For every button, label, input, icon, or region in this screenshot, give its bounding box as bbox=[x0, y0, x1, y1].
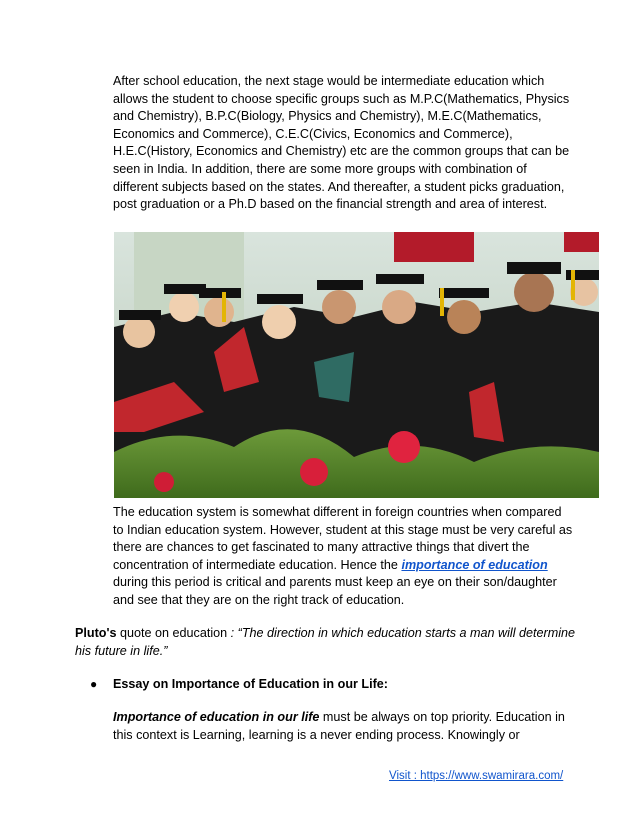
bullet-icon: ● bbox=[90, 677, 98, 691]
paragraph-text-before: The education system is somewhat different in foreign countries when compared to Indian education system. However, student at this stage must be very careful as there are chances to get fascinated to many attractive things that divert the concentration of intermediate education. Hence the bbox=[113, 505, 573, 572]
intermediate-education-paragraph: After school education, the next stage would be intermediate education which allows the student to choose specific groups such as M.P.C(Mathematics, Physics and Chemistry), B.P.C(Biology, Physics and Chemistry), M.E.C(Mathematics, Economics and Commerce), C.E.C(Civics, Economics and Commerce), H.E.C(History, Economics and Chemistry) etc are the common groups that can be seen in India. In addition, there are some more groups with combination of different subjects based on the states. And thereafter, a student picks graduation, post graduation or a Ph.D based on the financial strength and area of interest. bbox=[113, 74, 570, 212]
quote-author: Pluto's bbox=[75, 626, 117, 640]
quote-intro: quote on education bbox=[116, 626, 231, 640]
importance-lead: Importance of education in our life bbox=[113, 710, 320, 724]
importance-rest: must be always on top priority. Education in this context is Learning, learning is a never ending process. Knowingly or bbox=[113, 710, 565, 742]
importance-paragraph bbox=[113, 709, 583, 744]
importance-of-education-link[interactable]: importance of education bbox=[401, 557, 548, 572]
quote-colon: : bbox=[230, 626, 235, 640]
pluto-quote bbox=[75, 625, 575, 660]
quote-text: “The direction in which education starts a man will determine his future in life.” bbox=[75, 626, 576, 658]
paragraph-text-after: during this period is critical and parents must keep an eye on their son/daughter and see that they are on the right track of education. bbox=[113, 575, 557, 607]
essay-heading: Essay on Importance of Education in our Life: bbox=[113, 677, 388, 691]
footer-visit-link[interactable]: Visit : https://www.swamirara.com/ bbox=[389, 770, 564, 782]
graduates-photo bbox=[114, 232, 599, 498]
foreign-education-paragraph bbox=[113, 504, 573, 610]
